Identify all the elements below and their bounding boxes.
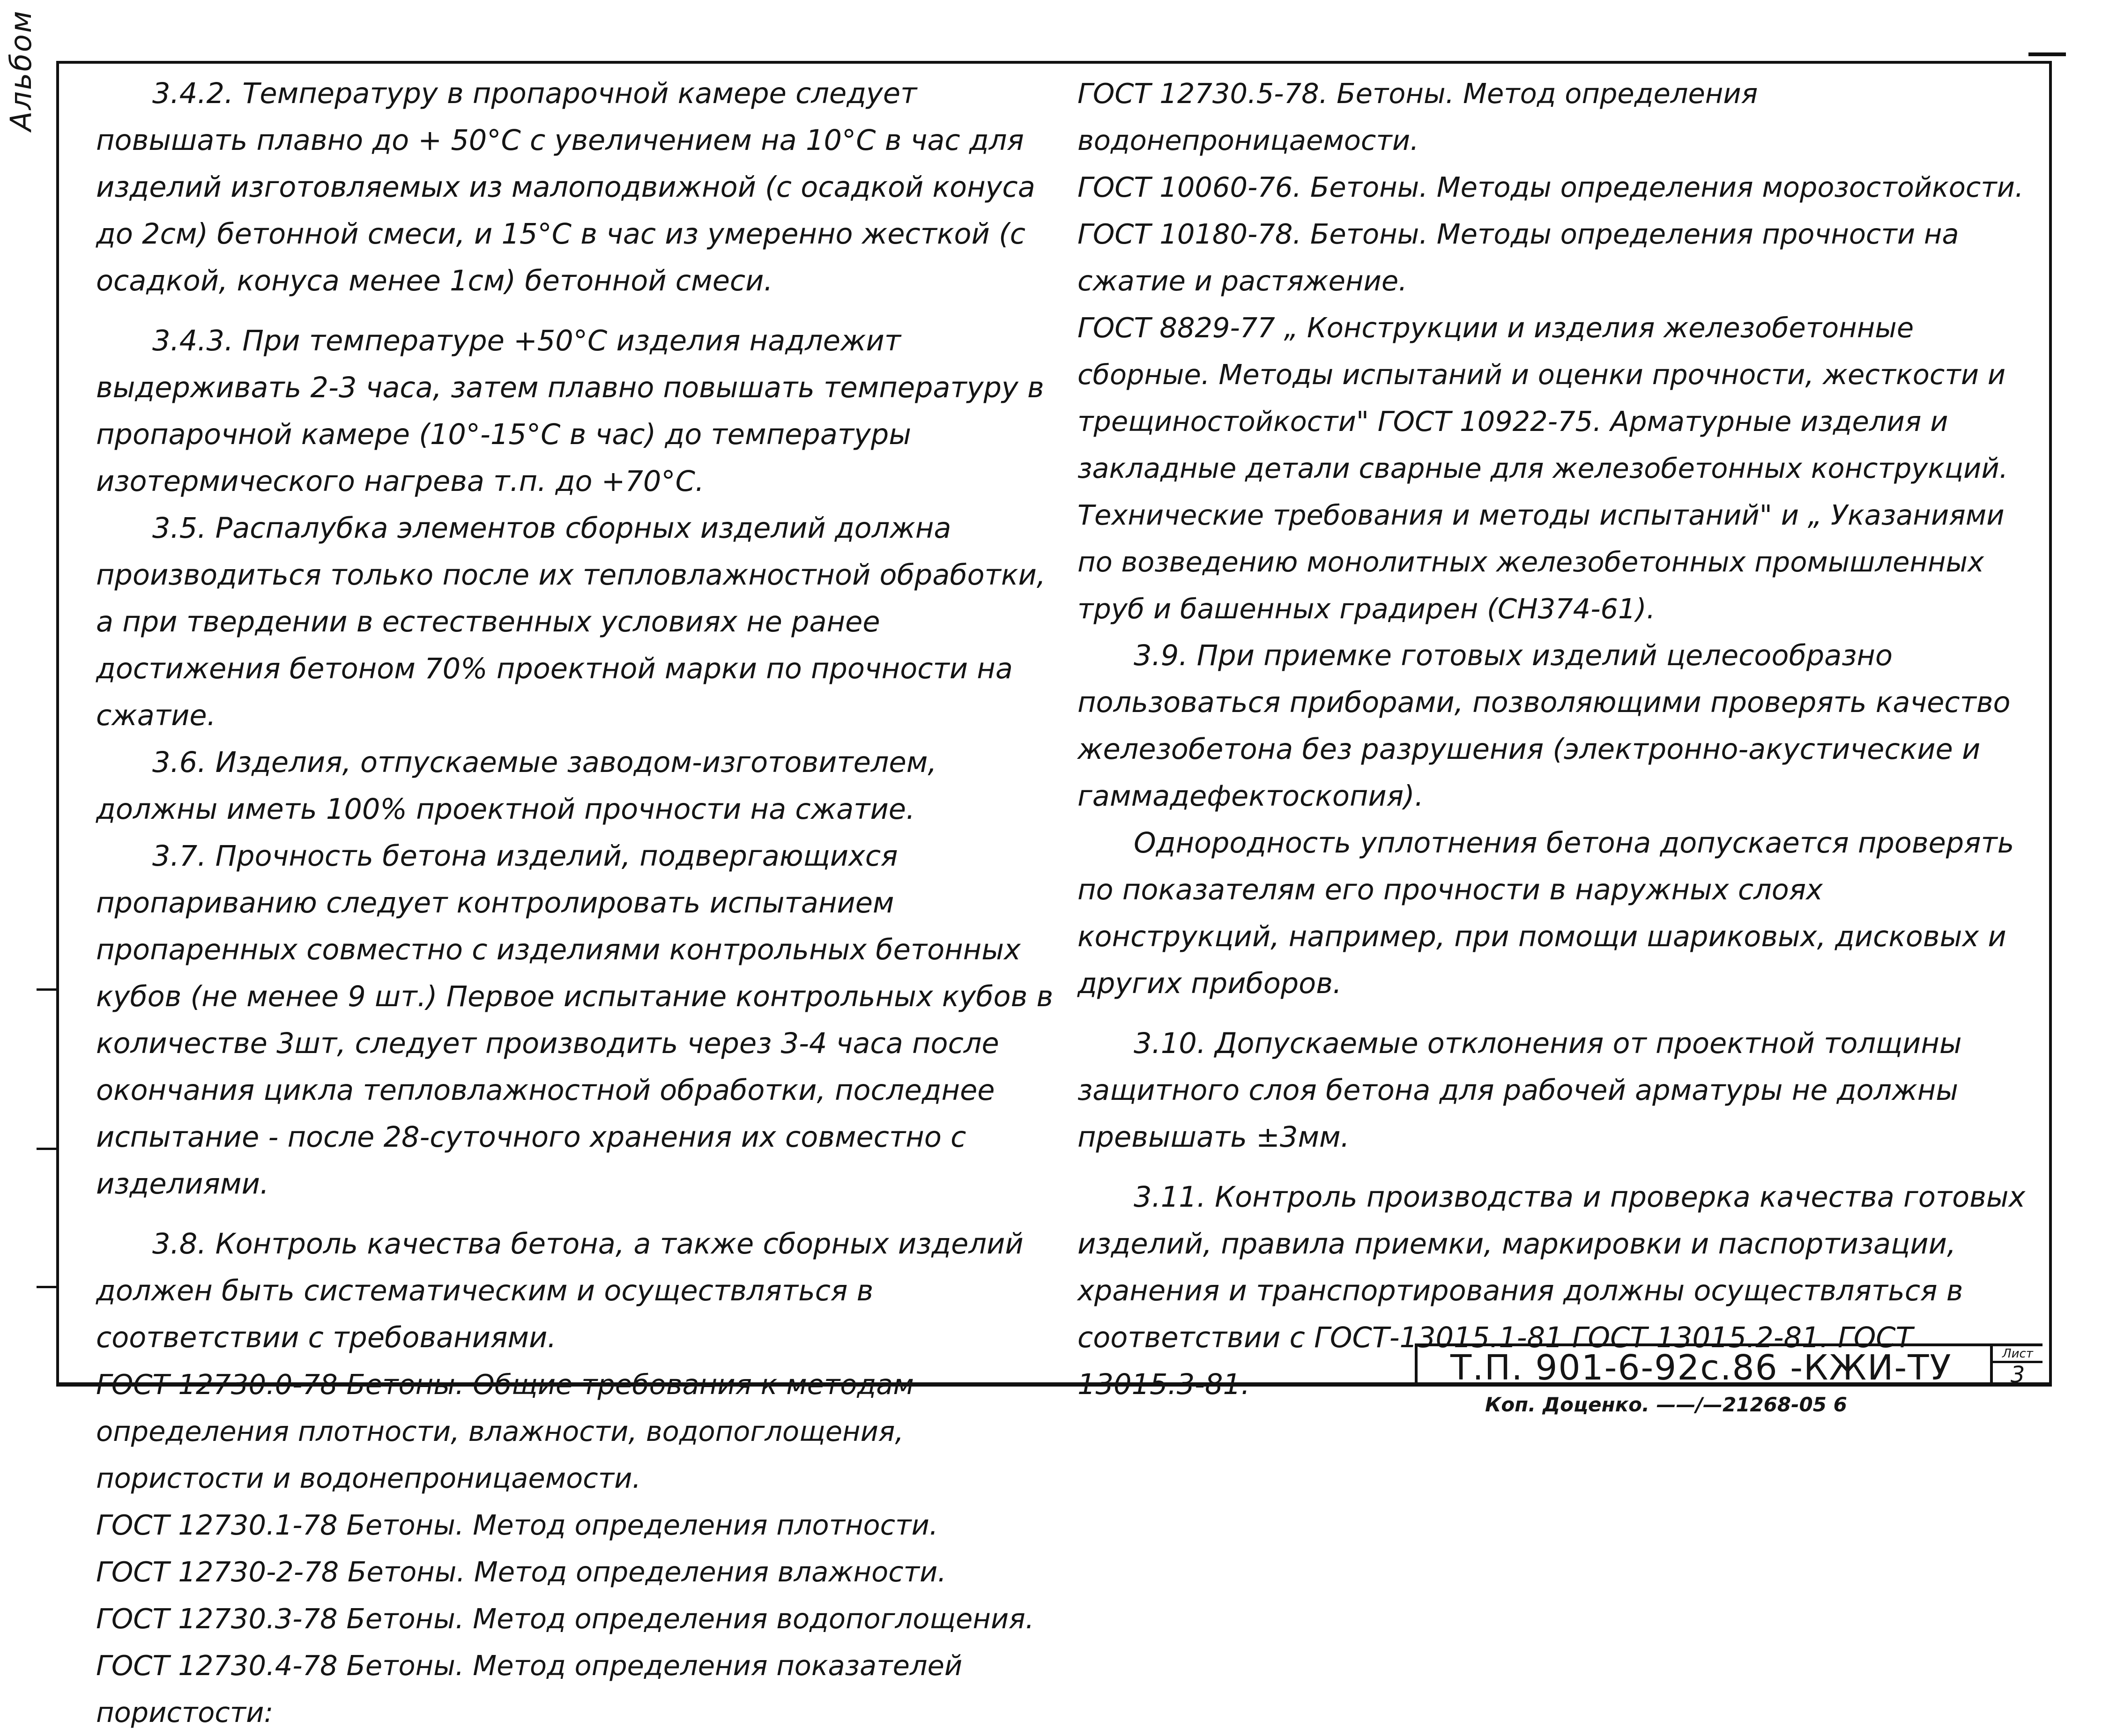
- clause-3-7: 3.7. Прочность бетона изделий, подвергающихся пропариванию следует контролировать испытанием пропаренных совместно с изделиями контрольных бетонных кубов (не менее 9 шт.) Первое испытание контрольных кубов в количестве 3шт, следует производить через 3-4 часа после окончания цикла тепловлажностной обработки, последнее испытание - после 28-суточного хранения их совместно с изделиями.: [96, 840, 1054, 1201]
- right-column: [1077, 70, 2028, 1408]
- gost-12730-4: ГОСТ 12730.4-78 Бетоны. Метод определения показателей пористости:: [96, 1649, 963, 1729]
- sheet-label: Лист: [1993, 1346, 2043, 1363]
- title-block: [1415, 1343, 2043, 1387]
- sheet-number: 3: [2010, 1362, 2025, 1388]
- sheet-cell: [1990, 1346, 2043, 1387]
- gost-12730-1: ГОСТ 12730.1-78 Бетоны. Метод определения плотности.: [96, 1509, 938, 1541]
- copy-note: Коп. Доценко. ——/—21268-05 6: [1485, 1393, 1847, 1416]
- margin-tick: [37, 1286, 56, 1288]
- clause-3-5: 3.5. Распалубка элементов сборных изделий должна производиться только после их тепловлажностной обработки, а при твердении в естественных условиях не ранее достижения бетоном 70% проектной марки по прочности на сжатие.: [96, 512, 1046, 732]
- margin-tick: [37, 1148, 56, 1150]
- gost-8829-10922: ГОСТ 8829-77 „ Конструкции и изделия железобетонные сборные. Методы испытаний и оценки прочности, жесткости и трещиностойкости" ГОСТ 10922-75. Арматурные изделия и закладные детали сварные для железобетонных конструкций. Технические требования и методы испытаний" и „ Указаниями по возведению монолитных железобетонных промышленных труб и башенных градирен (СН374-61).: [1077, 312, 2008, 625]
- clause-3-8: 3.8. Контроль качества бетона, а также сборных изделий должен быть систематическим и осуществляться в соответствии с требованиями.: [96, 1228, 1024, 1354]
- album-label-text: Альбом: [4, 9, 38, 131]
- clause-3-6: 3.6. Изделия, отпускаемые заводом-изготовителем, должны иметь 100% проектной прочности на сжатие.: [96, 746, 937, 826]
- gost-10180: ГОСТ 10180-78. Бетоны. Методы определения прочности на сжатие и растяжение.: [1077, 218, 1959, 297]
- clause-3-11: 3.11. Контроль производства и проверка качества готовых изделий, правила приемки, маркировки и паспортизации, хранения и транспортирования должны осуществляться в соответствии с ГОСТ-13015.1-81 ГОСТ 13015.2-81. ГОСТ 13015.3-81.: [1077, 1181, 2026, 1401]
- clause-3-9: 3.9. При приемке готовых изделий целесообразно пользоваться приборами, позволяющими проверять качество железобетона без разрушения (электронно-акустические и гаммадефектоскопия).: [1077, 639, 2011, 813]
- album-label: [4, 0, 38, 131]
- corner-mark: [2028, 52, 2066, 56]
- document-code: Т.П. 901-6-92с.86 -КЖИ-ТУ: [1450, 1348, 1952, 1388]
- clause-3-10: 3.10. Допускаемые отклонения от проектной толщины защитного слоя бетона для рабочей арматуры не должны превышать ±3мм.: [1077, 1027, 1962, 1154]
- clause-3-4-2: 3.4.2. Температуру в пропарочной камере следует повышать плавно до + 50°С с увеличением на 10°С в час для изделий изготовляемых из малоподвижной (с осадкой конуса до 2см) бетонной смеси, и 15°С в час из умеренно жесткой (с осадкой, конуса менее 1см) бетонной смеси.: [96, 77, 1035, 297]
- margin-tick: [37, 988, 56, 991]
- clause-3-9-uniformity: Однородность уплотнения бетона допускается проверять по показателям его прочности в наружных слоях конструкций, например, при помощи шариковых, дисковых и других приборов.: [1077, 827, 2014, 1000]
- left-column: [96, 70, 1056, 1736]
- gost-12730-5: ГОСТ 12730.5-78. Бетоны. Метод определения водонепроницаемости.: [1077, 77, 1758, 156]
- gost-12730-3: ГОСТ 12730.3-78 Бетоны. Метод определения водопоглощения.: [96, 1602, 1034, 1635]
- clause-3-4-3: 3.4.3. При температуре +50°С изделия надлежит выдерживать 2-3 часа, затем плавно повышать температуру в пропарочной камере (10°-15°С в час) до температуры изотермического нагрева т.п. до +70°С.: [96, 325, 1044, 498]
- gost-12730-0: ГОСТ 12730.0-78 Бетоны. Общие требования к методам определения плотности, влажности, водопоглощения, пористости и водонепроницаемости.: [96, 1368, 914, 1494]
- gost-12730-2: ГОСТ 12730-2-78 Бетоны. Метод определения влажности.: [96, 1556, 947, 1588]
- gost-10060: ГОСТ 10060-76. Бетоны. Методы определения морозостойкости.: [1077, 171, 2024, 203]
